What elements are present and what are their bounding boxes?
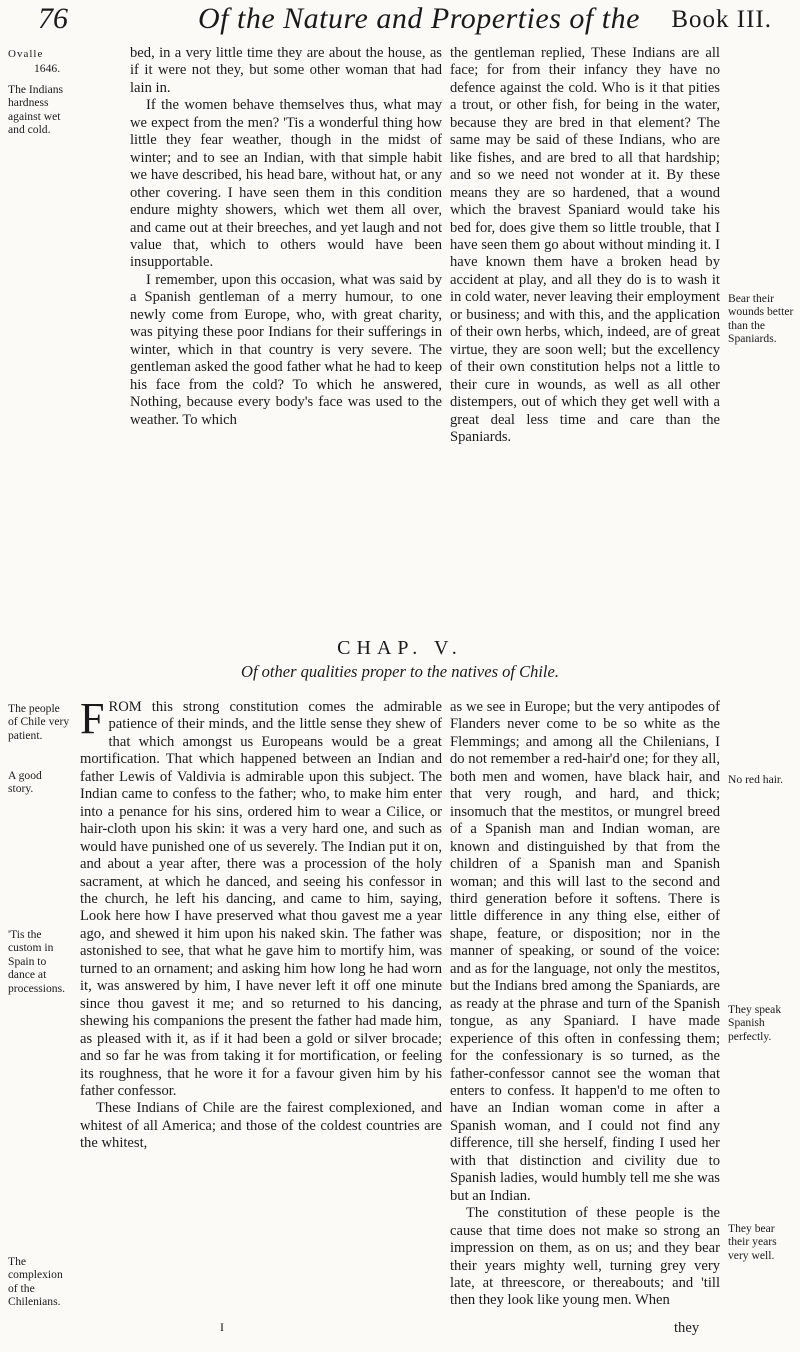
margin-note-bear-wounds: Bear their wounds better than the Spaniards. <box>728 292 794 346</box>
paragraph-text: ROM this strong constitution comes the admirable patience of their minds, and the little sense they shew of that which amongst us Europeans would be a great mortification. That which happened between an Indian and father Lewis of Valdivia is admirable upon this subject. The Indian came to confess to the father; who, to make him enter into a penance for his sins, ordered him to wear a Cilice, or hair-cloth upon his skin: it was a very hard one, and such as would have punished one of us severely. The Indian put it on, and about a year after, there was a procession of the holy sacrament, at which he danced, and seeing his confessor in the church, he left his dancing, and came to him, saying, Look here how I have preserved what thou gavest me a year ago, and shewed it him upon his naked skin. The father was astonished to see, that what he gave him to mortify him, was turned to an ornament; and asking him how long he had worn it, was answered by him, I have never left it off one minute since thou gavest it me; and so returned to his dancing, shewing his companions the present the father had made him, as pleased with it, as if it had been a gold or silver brocade; and so far he was from taking it for mortification, or feeling its roughness, that he wore it for a favour given him by his father confessor. <box>80 699 442 1099</box>
paragraph: the gentleman replied, These Indians are all face; for from their infancy they have no defence against the cold. Who is it that pities a trout, or other fish, for being in the water, because they are bred in that element? The same may be said of these Indians, who are like fishes, and are bred to all that hardship; and so we need not wonder at it. By these means they are so hardened, that a wound which the bravest Spaniard would take his bed for, does give them so little trouble, that I have seen them go about without minding it. I have known them have a broken head by accident at play, and all they do is to wash it in cold water, never leaving their employment or business; and with this, and the application of their own herbs, which, indeed, are of great virtue, they are soon well; but the excellency of their own constitution helps not a little to their cure in wounds, as well as all other distempers, out of which they get well with a great deal less time and care than the Spaniards. <box>450 45 720 445</box>
upper-left-column <box>130 45 442 429</box>
margin-note-custom-dance: 'Tis the custom in Spain to dance at processions. <box>8 928 65 995</box>
catchword: they <box>674 1320 700 1336</box>
margin-note-no-red-hair: No red hair. <box>728 773 784 786</box>
paragraph: If the women behave themselves thus, what may we expect from the men? 'Tis a wonderful thing how little they fear weather, though in the midst of winter; and to see an Indian, with that simple habit we have described, his head bare, without hat, or any other covering. I have seen them in this condition endure mighty showers, which wet them all over, and came out at their breeches, and yet laugh and not value that, which to others would have been insupportable. <box>130 97 442 271</box>
paragraph: bed, in a very little time they are about the house, as if it were not they, but some other woman that had lain in. <box>130 45 442 96</box>
margin-note-ovalle: Ovalle <box>8 48 44 60</box>
paragraph: These Indians of Chile are the fairest complexioned, and whitest of all America; and those of the coldest countries are the whitest, <box>80 1100 442 1152</box>
paragraph: as we see in Europe; but the very antipodes of Flanders never come to be so white as the Flemmings; and among all the Chilenians, I do not remember a red-hair'd one; for they all, both men and women, have black hair, and that very rough, and hard, and thick; insomuch that the mestitos, or mungrel breed of a Spanish man and Indian woman, are known and distinguished by that from the children of a Spanish man and Spanish woman; and this will last to the second and third generation before it softens. There is little difference in any thing else, either of shape, feature, or disposition; nor in the manner of speaking, or sound of the voice: and as for the language, not only the mestitos, but the Indians bred among the Spaniards, are as ready at the phrase and turn of the Spanish tongue, as any Spaniard. I have made experience of this often in confessing them; for the confessionary is so turned, as the father-confessor cannot see the woman that enters to confess. It happen'd to me often to have an Indian woman come in after a Spanish woman, and I could not find any difference, till she herself, finding I used her with that distinction and civility due to Spanish ladies, would humbly tell me she was but an Indian. <box>450 699 720 1204</box>
drop-cap: F <box>80 694 105 743</box>
chapter-subtitle: Of other qualities proper to the natives of Chile. <box>241 662 559 681</box>
margin-note-indians-hardness: The Indians hardness against wet and cold. <box>8 83 64 137</box>
lower-right-column <box>450 699 720 1310</box>
paragraph <box>80 694 442 1100</box>
margin-note-bear-years: They bear their years very well. <box>728 1222 777 1262</box>
margin-note-year: 1646. <box>34 62 61 75</box>
margin-note-complexion: The complexion of the Chilenians. <box>8 1255 63 1309</box>
book-label: Book III. <box>671 6 772 33</box>
margin-note-good-story: A good story. <box>8 769 42 796</box>
signature-mark: I <box>220 1320 224 1334</box>
margin-note-people-patient: The people of Chile very patient. <box>8 702 70 742</box>
chapter-heading: CHAP. V. <box>337 637 463 659</box>
paragraph: The constitution of these people is the cause that time does not make so strong an impression on them, as on us; and they bear their years mighty well, turning grey very late, at threescore, or thereabouts; and 'till then they look like young men. When <box>450 1205 720 1309</box>
running-title: Of the Nature and Properties of the <box>198 2 640 35</box>
paragraph: I remember, upon this occasion, what was said by a Spanish gentleman of a merry humour, to one newly come from Europe, who, with great charity, was pitying these poor Indians for their sufferings in winter, which in that country is very severe. The gentleman asked the good father what he had to keep his face from the cold? To which he answered, Nothing, because every body's face was used to the weather. To which <box>130 271 442 428</box>
page-number: 76 <box>38 2 68 35</box>
margin-note-speak-spanish: They speak Spanish perfectly. <box>728 1003 782 1043</box>
lower-left-column <box>80 694 442 1153</box>
upper-right-column <box>450 45 720 446</box>
running-header <box>0 0 800 40</box>
